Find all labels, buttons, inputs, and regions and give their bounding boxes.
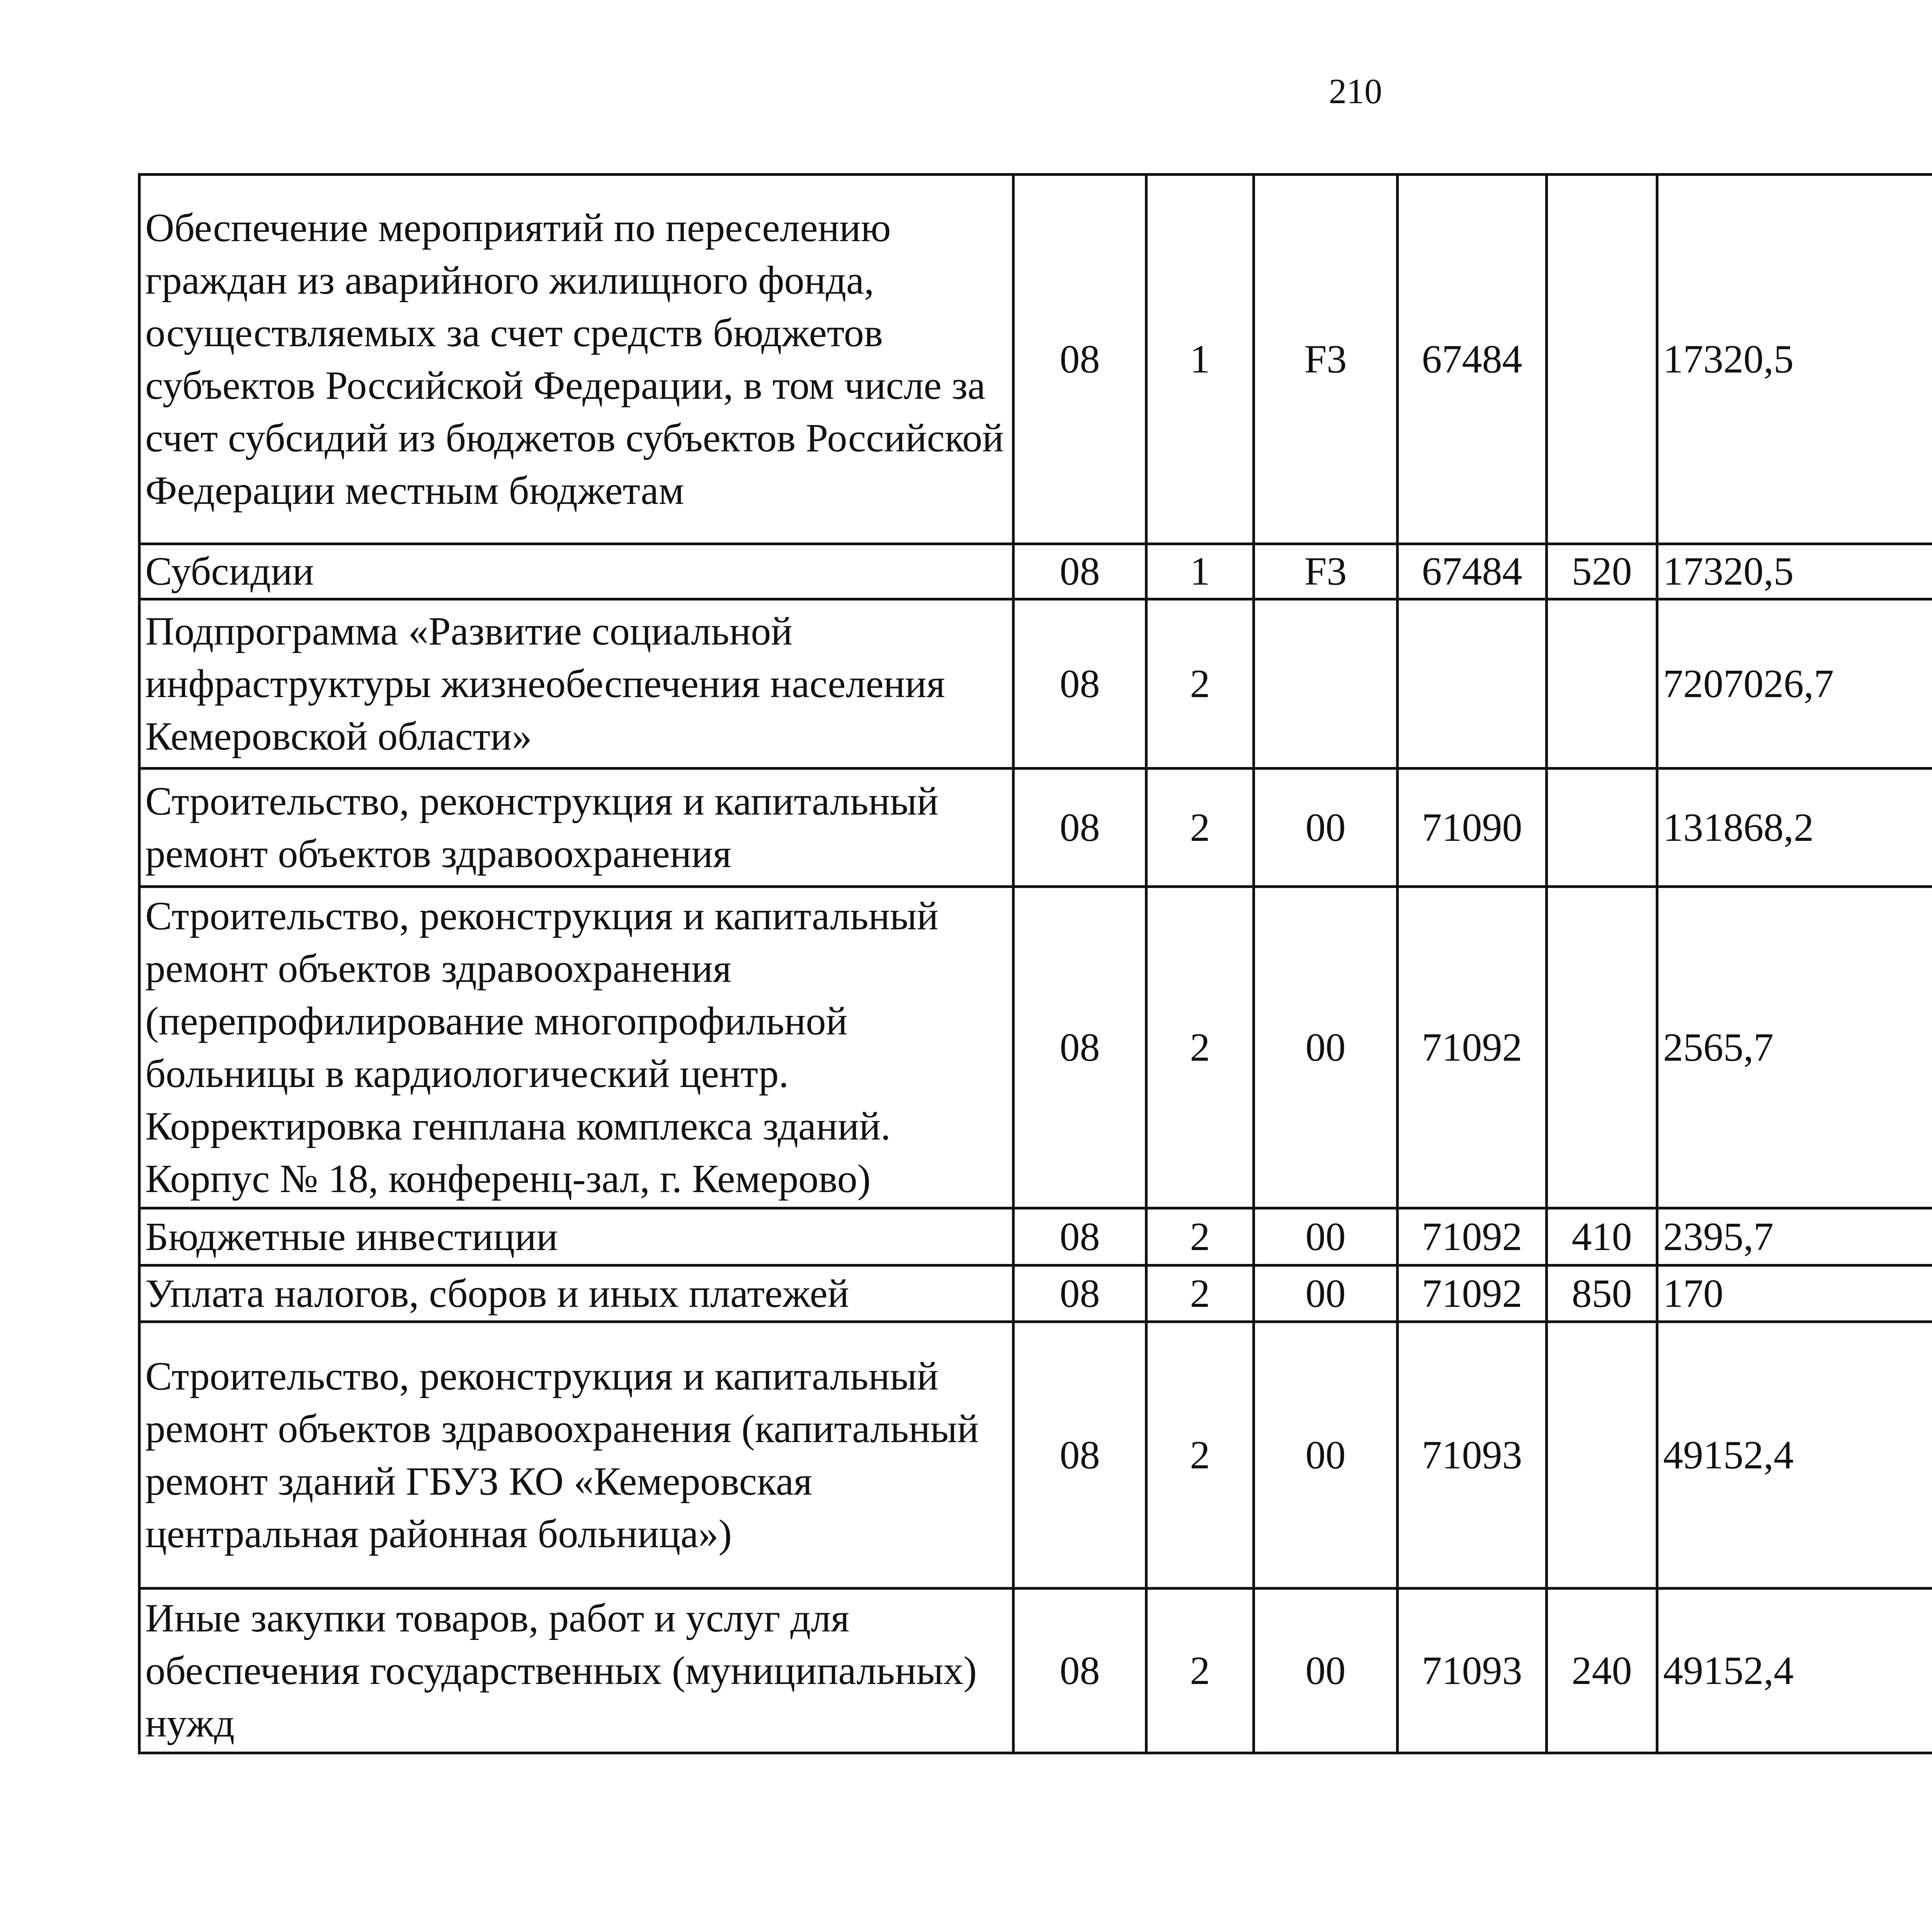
cell-program: 08: [1014, 1589, 1146, 1753]
cell-program: 08: [1014, 1266, 1146, 1322]
cell-vr: 410: [1547, 1208, 1657, 1266]
row-name: Обеспечение мероприятий по переселению граждан из аварийного жилищного фонда, осуществляемых за счет средств бюджетов субъектов Российской Федерации, в том числе за счет субсидий из бюджетов субъектов Российской Федерации местным бюджетам: [139, 175, 1014, 544]
row-name: Строительство, реконструкция и капитальный ремонт объектов здравоохранения (капитальный ремонт зданий ГБУЗ КО «Кемеровская центральная районная больница»): [139, 1322, 1014, 1589]
table-row: [139, 1266, 1932, 1322]
cell-sum-1: 2565,7: [1657, 887, 1932, 1208]
cell-subprogram: 2: [1146, 1208, 1254, 1266]
row-name: Строительство, реконструкция и капитальный ремонт объектов здравоохранения (перепрофилирование многопрофильной больницы в кардиологический центр. Корректировка генплана комплекса зданий. Корпус № 18, конференц-зал, г. Кемерово): [139, 887, 1014, 1208]
cell-program: 08: [1014, 175, 1146, 544]
cell-direction: [1254, 599, 1398, 769]
cell-direction: F3: [1254, 175, 1398, 544]
cell-code: 71092: [1398, 887, 1547, 1208]
table-row: [139, 1208, 1932, 1266]
cell-direction: F3: [1254, 544, 1398, 599]
cell-sum-1: 49152,4: [1657, 1589, 1932, 1753]
cell-direction: 00: [1254, 1208, 1398, 1266]
page-number: 210: [1329, 71, 1382, 111]
cell-code: [1398, 599, 1547, 769]
cell-program: 08: [1014, 887, 1146, 1208]
cell-subprogram: 1: [1146, 175, 1254, 544]
row-name: Подпрограмма «Развитие социальной инфраструктуры жизнеобеспечения населения Кемеровской области»: [139, 599, 1014, 769]
cell-direction: 00: [1254, 1589, 1398, 1753]
cell-vr: [1547, 769, 1657, 887]
cell-direction: 00: [1254, 887, 1398, 1208]
cell-vr: 240: [1547, 1589, 1657, 1753]
row-name: Строительство, реконструкция и капитальный ремонт объектов здравоохранения: [139, 769, 1014, 887]
cell-subprogram: 2: [1146, 599, 1254, 769]
table-row: [139, 769, 1932, 887]
cell-subprogram: 2: [1146, 887, 1254, 1208]
table-row: [139, 887, 1932, 1208]
cell-sum-1: 131868,2: [1657, 769, 1932, 887]
cell-vr: [1547, 599, 1657, 769]
table-row: [139, 544, 1932, 599]
cell-program: 08: [1014, 599, 1146, 769]
cell-sum-1: 2395,7: [1657, 1208, 1932, 1266]
row-name: Бюджетные инвестиции: [139, 1208, 1014, 1266]
row-name: Иные закупки товаров, работ и услуг для обеспечения государственных (муниципальных) нужд: [139, 1589, 1014, 1753]
cell-code: 71093: [1398, 1589, 1547, 1753]
cell-vr: 520: [1547, 544, 1657, 599]
cell-vr: [1547, 175, 1657, 544]
cell-vr: [1547, 1322, 1657, 1589]
cell-program: 08: [1014, 544, 1146, 599]
cell-sum-1: 170: [1657, 1266, 1932, 1322]
table-row: [139, 1589, 1932, 1753]
row-name: Субсидии: [139, 544, 1014, 599]
cell-program: 08: [1014, 1322, 1146, 1589]
cell-subprogram: 1: [1146, 544, 1254, 599]
table-row: [139, 175, 1932, 544]
cell-direction: 00: [1254, 1266, 1398, 1322]
cell-subprogram: 2: [1146, 769, 1254, 887]
cell-program: 08: [1014, 769, 1146, 887]
table-row: [139, 1322, 1932, 1589]
cell-direction: 00: [1254, 1322, 1398, 1589]
row-name: Уплата налогов, сборов и иных платежей: [139, 1266, 1014, 1322]
cell-direction: 00: [1254, 769, 1398, 887]
cell-vr: 850: [1547, 1266, 1657, 1322]
cell-subprogram: 2: [1146, 1266, 1254, 1322]
cell-subprogram: 2: [1146, 1322, 1254, 1589]
table-row: [139, 599, 1932, 769]
cell-sum-1: 49152,4: [1657, 1322, 1932, 1589]
cell-code: 71090: [1398, 769, 1547, 887]
cell-code: 71093: [1398, 1322, 1547, 1589]
cell-code: 67484: [1398, 544, 1547, 599]
cell-code: 67484: [1398, 175, 1547, 544]
cell-sum-1: 7207026,7: [1657, 599, 1932, 769]
cell-sum-1: 17320,5: [1657, 175, 1932, 544]
cell-code: 71092: [1398, 1266, 1547, 1322]
cell-program: 08: [1014, 1208, 1146, 1266]
cell-subprogram: 2: [1146, 1589, 1254, 1753]
budget-table: [138, 173, 1932, 1754]
cell-sum-1: 17320,5: [1657, 544, 1932, 599]
cell-code: 71092: [1398, 1208, 1547, 1266]
cell-vr: [1547, 887, 1657, 1208]
